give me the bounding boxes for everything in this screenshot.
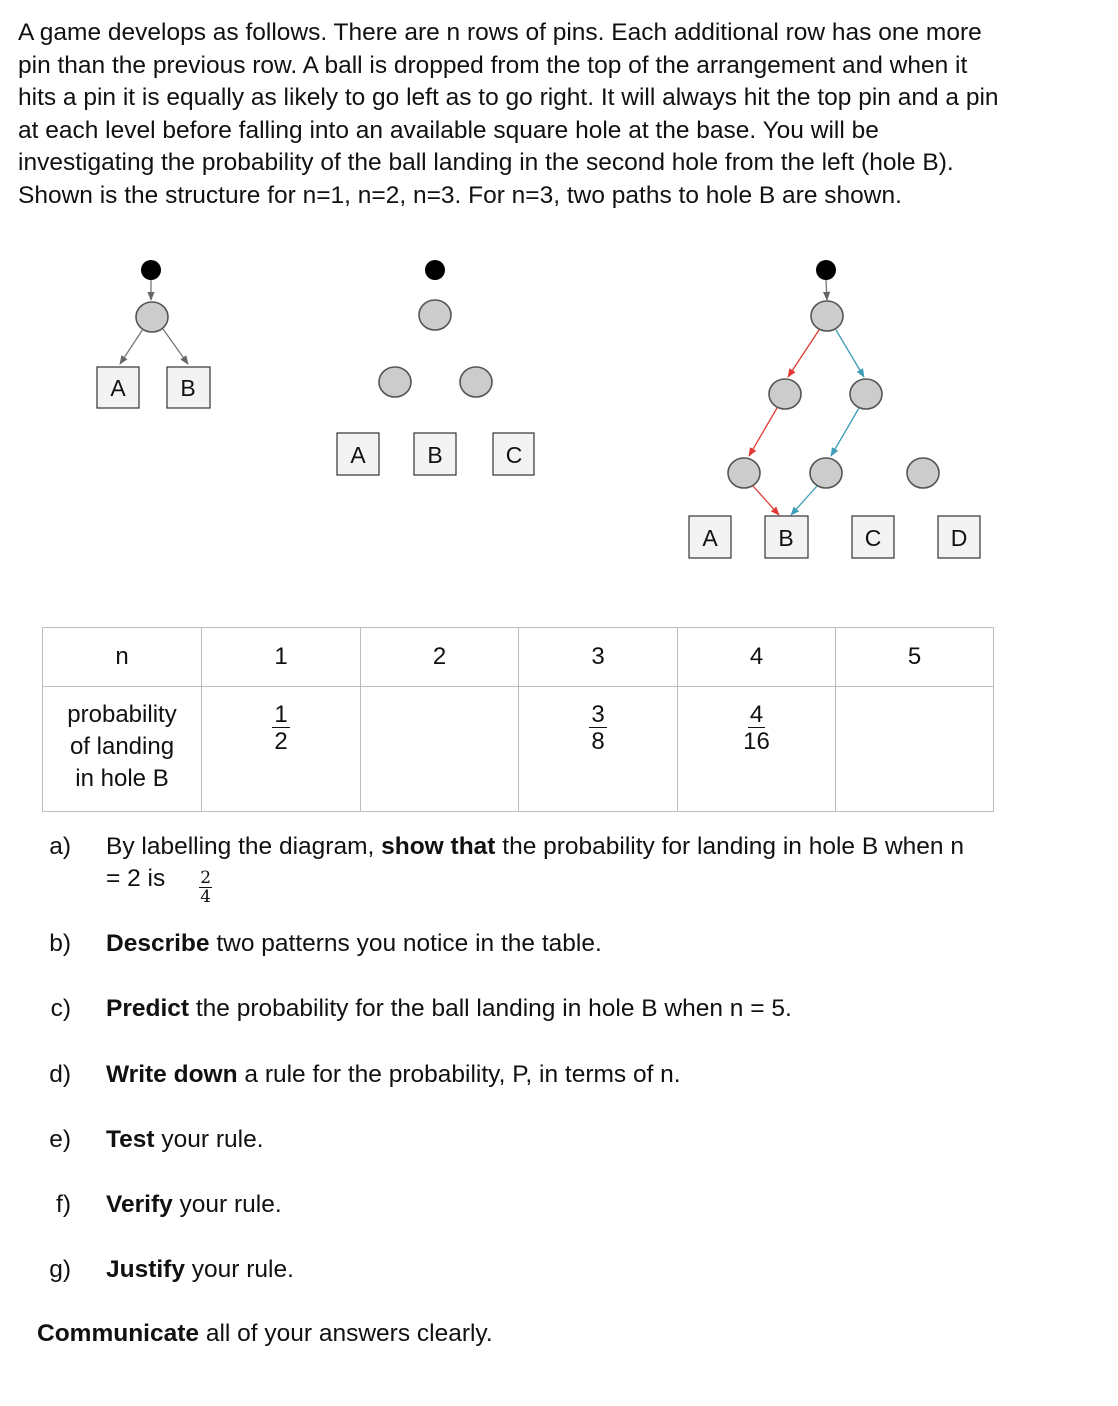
hole-label: A [702,525,718,551]
table-cell-n: 1 [202,628,361,687]
table-row-n [43,628,994,687]
pin [136,302,168,332]
hole-a [689,516,731,558]
hole-label: D [950,525,968,551]
hole-a [97,367,139,408]
row-label-line: of landing [69,733,175,760]
hole-label: C [864,525,882,551]
pin [850,379,882,409]
diagram-n2 [337,260,534,475]
question-text: Test your rule. [106,1126,264,1153]
question-text: Predict the probability for the ball landing in hole B when n = 5. [106,995,792,1022]
intro-line: hits a pin it is equally as likely to go left as to go right. It will always hit the top pin and a pin [18,84,999,111]
hole-label: C [505,442,523,468]
row-label-line: in hole B [75,765,169,792]
probability-cell-n5[interactable] [836,687,994,812]
diagram-n1 [97,260,210,408]
hole-c [493,433,534,475]
question-text: Justify your rule. [106,1256,294,1283]
row-label-line: probability [67,701,177,728]
pin [810,458,842,488]
hole-b [765,516,808,558]
table-row-label [43,687,202,812]
question-text: Write down a rule for the probability, P, in terms of n. [106,1061,681,1088]
fraction [272,702,289,756]
table-cell-n: 5 [836,628,994,687]
hole-c [852,516,894,558]
intro-line: investigating the probability of the ball landing in the second hole from the left (hole B). [18,149,954,176]
pin-diagrams [0,240,1118,570]
question-label: e) [49,1126,71,1153]
hole-label: A [110,375,126,401]
pin [379,367,411,397]
question-label: a) [49,833,71,860]
ball [141,260,161,280]
intro-line: pin than the previous row. A ball is dropped from the top of the arrangement and when it [18,51,968,79]
table-row-probability [43,687,994,812]
intro-line: Shown is the structure for n=1, n=2, n=3. For n=3, two paths to hole B are shown. [18,181,902,209]
fraction [743,702,770,756]
intro-line: at each level before falling into an available square hole at the base. You will be [18,116,879,144]
hole-label: B [427,442,443,468]
question-text: Verify your rule. [106,1191,282,1218]
hole-label: A [350,442,366,468]
hole-a [337,433,379,475]
probability-cell-n2[interactable] [361,687,519,812]
fraction [589,702,606,756]
ball [816,260,836,280]
question-text: By labelling the diagram, show that the probability for landing in hole B when n = 2 is $\frac{2}{4}$ [106,833,964,907]
pin [811,301,843,331]
table-header-n: n [43,628,202,687]
question-label: f) [56,1191,71,1218]
fraction-numerator: 4 [749,701,764,728]
question-label: d) [49,1061,71,1088]
question-label: b) [49,930,71,957]
pin [419,300,451,330]
fraction-denominator: 16 [743,728,770,755]
fraction-denominator: 8 [591,728,605,755]
intro-paragraph [18,17,1113,212]
pin [907,458,939,488]
closing-instruction: Communicate all of your answers clearly. [37,1320,493,1347]
pin [460,367,492,397]
pin [728,458,760,488]
red-path [749,330,819,515]
question-label: g) [49,1256,71,1283]
probability-cell-n1 [202,687,361,812]
fraction-denominator: 2 [274,728,288,755]
table-cell-n: 3 [519,628,678,687]
fraction-numerator: 3 [591,701,605,728]
pin [769,379,801,409]
ball [425,260,445,280]
probability-cell-n4 [678,687,836,812]
hole-b [167,367,210,408]
hole-label: B [180,375,196,401]
hole-b [414,433,456,475]
question-label: c) [50,995,71,1022]
intro-line: A game develops as follows. There are n rows of pins. Each additional row has one more [18,19,982,46]
probability-table [42,627,994,812]
table-cell-n: 2 [361,628,519,687]
fraction: $\frac{2}{4}$ [200,868,212,907]
probability-cell-n3 [519,687,678,812]
table-cell-n: 4 [678,628,836,687]
hole-d [938,516,980,558]
hole-label: B [778,525,794,551]
question-text: Describe two patterns you notice in the table. [106,930,602,957]
fraction-numerator: 1 [274,701,288,728]
diagram-n3 [689,260,980,558]
